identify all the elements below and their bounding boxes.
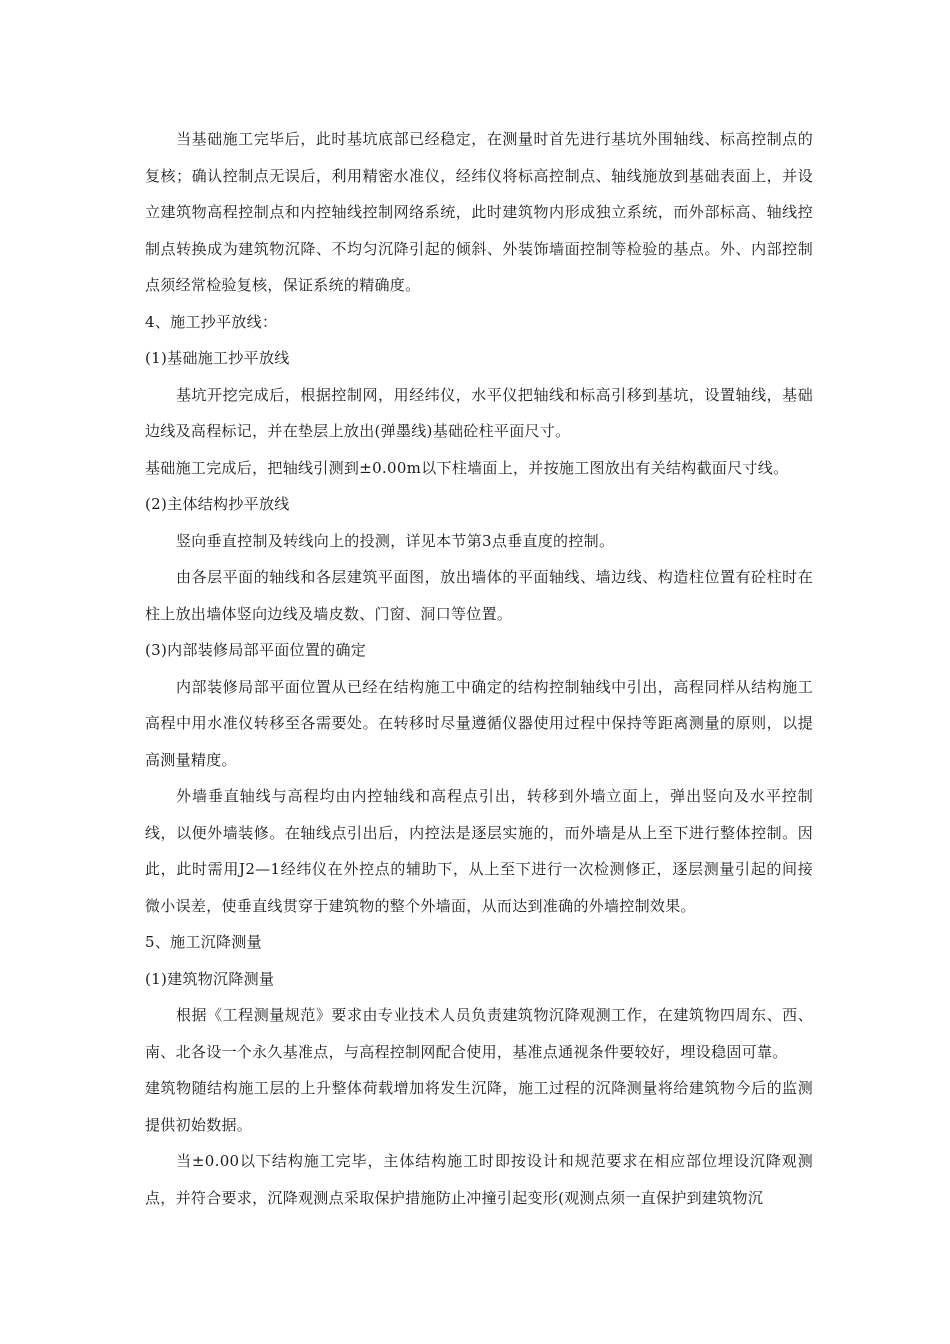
section-heading-5: 5、施工沉降测量	[145, 933, 262, 951]
paragraph-settlement-load: 建筑物随结构施工层的上升整体荷载增加将发生沉降，施工过程的沉降测量将给建筑物今后的监测提供初始数据。	[145, 1079, 813, 1134]
section-heading-4: 4、施工抄平放线：	[145, 312, 278, 331]
subsection-heading-4-2: (2)主体结构抄平放线	[145, 495, 290, 513]
paragraph-settlement-points: 当±0.00以下结构施工完毕，主体结构施工时即按设计和规范要求在相应部位埋设沉降观测点，并符合要求，沉降观测点采取保护措施防止冲撞引起变形(观测点须一直保护到建筑物沉	[145, 1152, 813, 1207]
subsection-heading-4-1: (1)基础施工抄平放线	[145, 349, 290, 367]
paragraph-exterior-wall: 外墙垂直轴线与高程均由内控轴线和高程点引出，转移到外墙立面上，弹出竖向及水平控制线，以便外墙装修。在轴线点引出后，内控法是逐层实施的，而外墙是从上至下进行整体控制。因此，此时需用J2—1经纬仪在外控点的辅助下，从上至下进行一次检测修正，逐层测量引起的间接微小误差，使垂直线贯穿于建筑物的整个外墙面，从而达到准确的外墙控制效果。	[145, 787, 813, 915]
subsection-heading-5-1: (1)建筑物沉降测量	[145, 969, 275, 988]
paragraph-settlement-spec: 根据《工程测量规范》要求由专业技术人员负责建筑物沉降观测工作，在建筑物四周东、西、南、北各设一个永久基准点，与高程控制网配合使用，基准点通视条件要较好，埋设稳固可靠。	[145, 1006, 813, 1061]
paragraph-foundation-check: 当基础施工完毕后，此时基坑底部已经稳定，在测量时首先进行基坑外围轴线、标高控制点的复核；确认控制点无误后，利用精密水准仪，经纬仪将标高控制点、轴线施放到基础表面上，并设立建筑物高程控制点和内控轴线控制网络系统，此时建筑物内形成独立系统，而外部标高、轴线控制点转换成为建筑物沉降、不均匀沉降引起的倾斜、外装饰墙面控制等检验的基点。外、内部控制点须经常检验复核，保证系统的精确度。	[145, 130, 813, 294]
paragraph-pit-excavation: 基坑开挖完成后，根据控制网，用经纬仪，水平仪把轴线和标高引移到基坑，设置轴线，基础边线及高程标记，并在垫层上放出(弹墨线)基础砼柱平面尺寸。	[145, 385, 813, 440]
paragraph-floor-axes: 由各层平面的轴线和各层建筑平面图，放出墙体的平面轴线、墙边线、构造柱位置有砼柱时在柱上放出墙体竖向边线及墙皮数、门窗、洞口等位置。	[145, 568, 813, 623]
paragraph-interior-decoration: 内部装修局部平面位置从已经在结构施工中确定的结构控制轴线中引出，高程同样从结构施工高程中用水准仪转移至各需要处。在转移时尽量遵循仪器使用过程中保持等距离测量的原则，以提高测量精度。	[145, 677, 813, 769]
paragraph-vertical-control: 竖向垂直控制及转线向上的投测，详见本节第3点垂直度的控制。	[176, 531, 615, 550]
document-body	[145, 121, 813, 1216]
paragraph-foundation-complete: 基础施工完成后，把轴线引测到±0.00m以下柱墙面上，并按施工图放出有关结构截面尺寸线。	[145, 458, 789, 477]
subsection-heading-4-3: (3)内部装修局部平面位置的确定	[145, 641, 367, 659]
